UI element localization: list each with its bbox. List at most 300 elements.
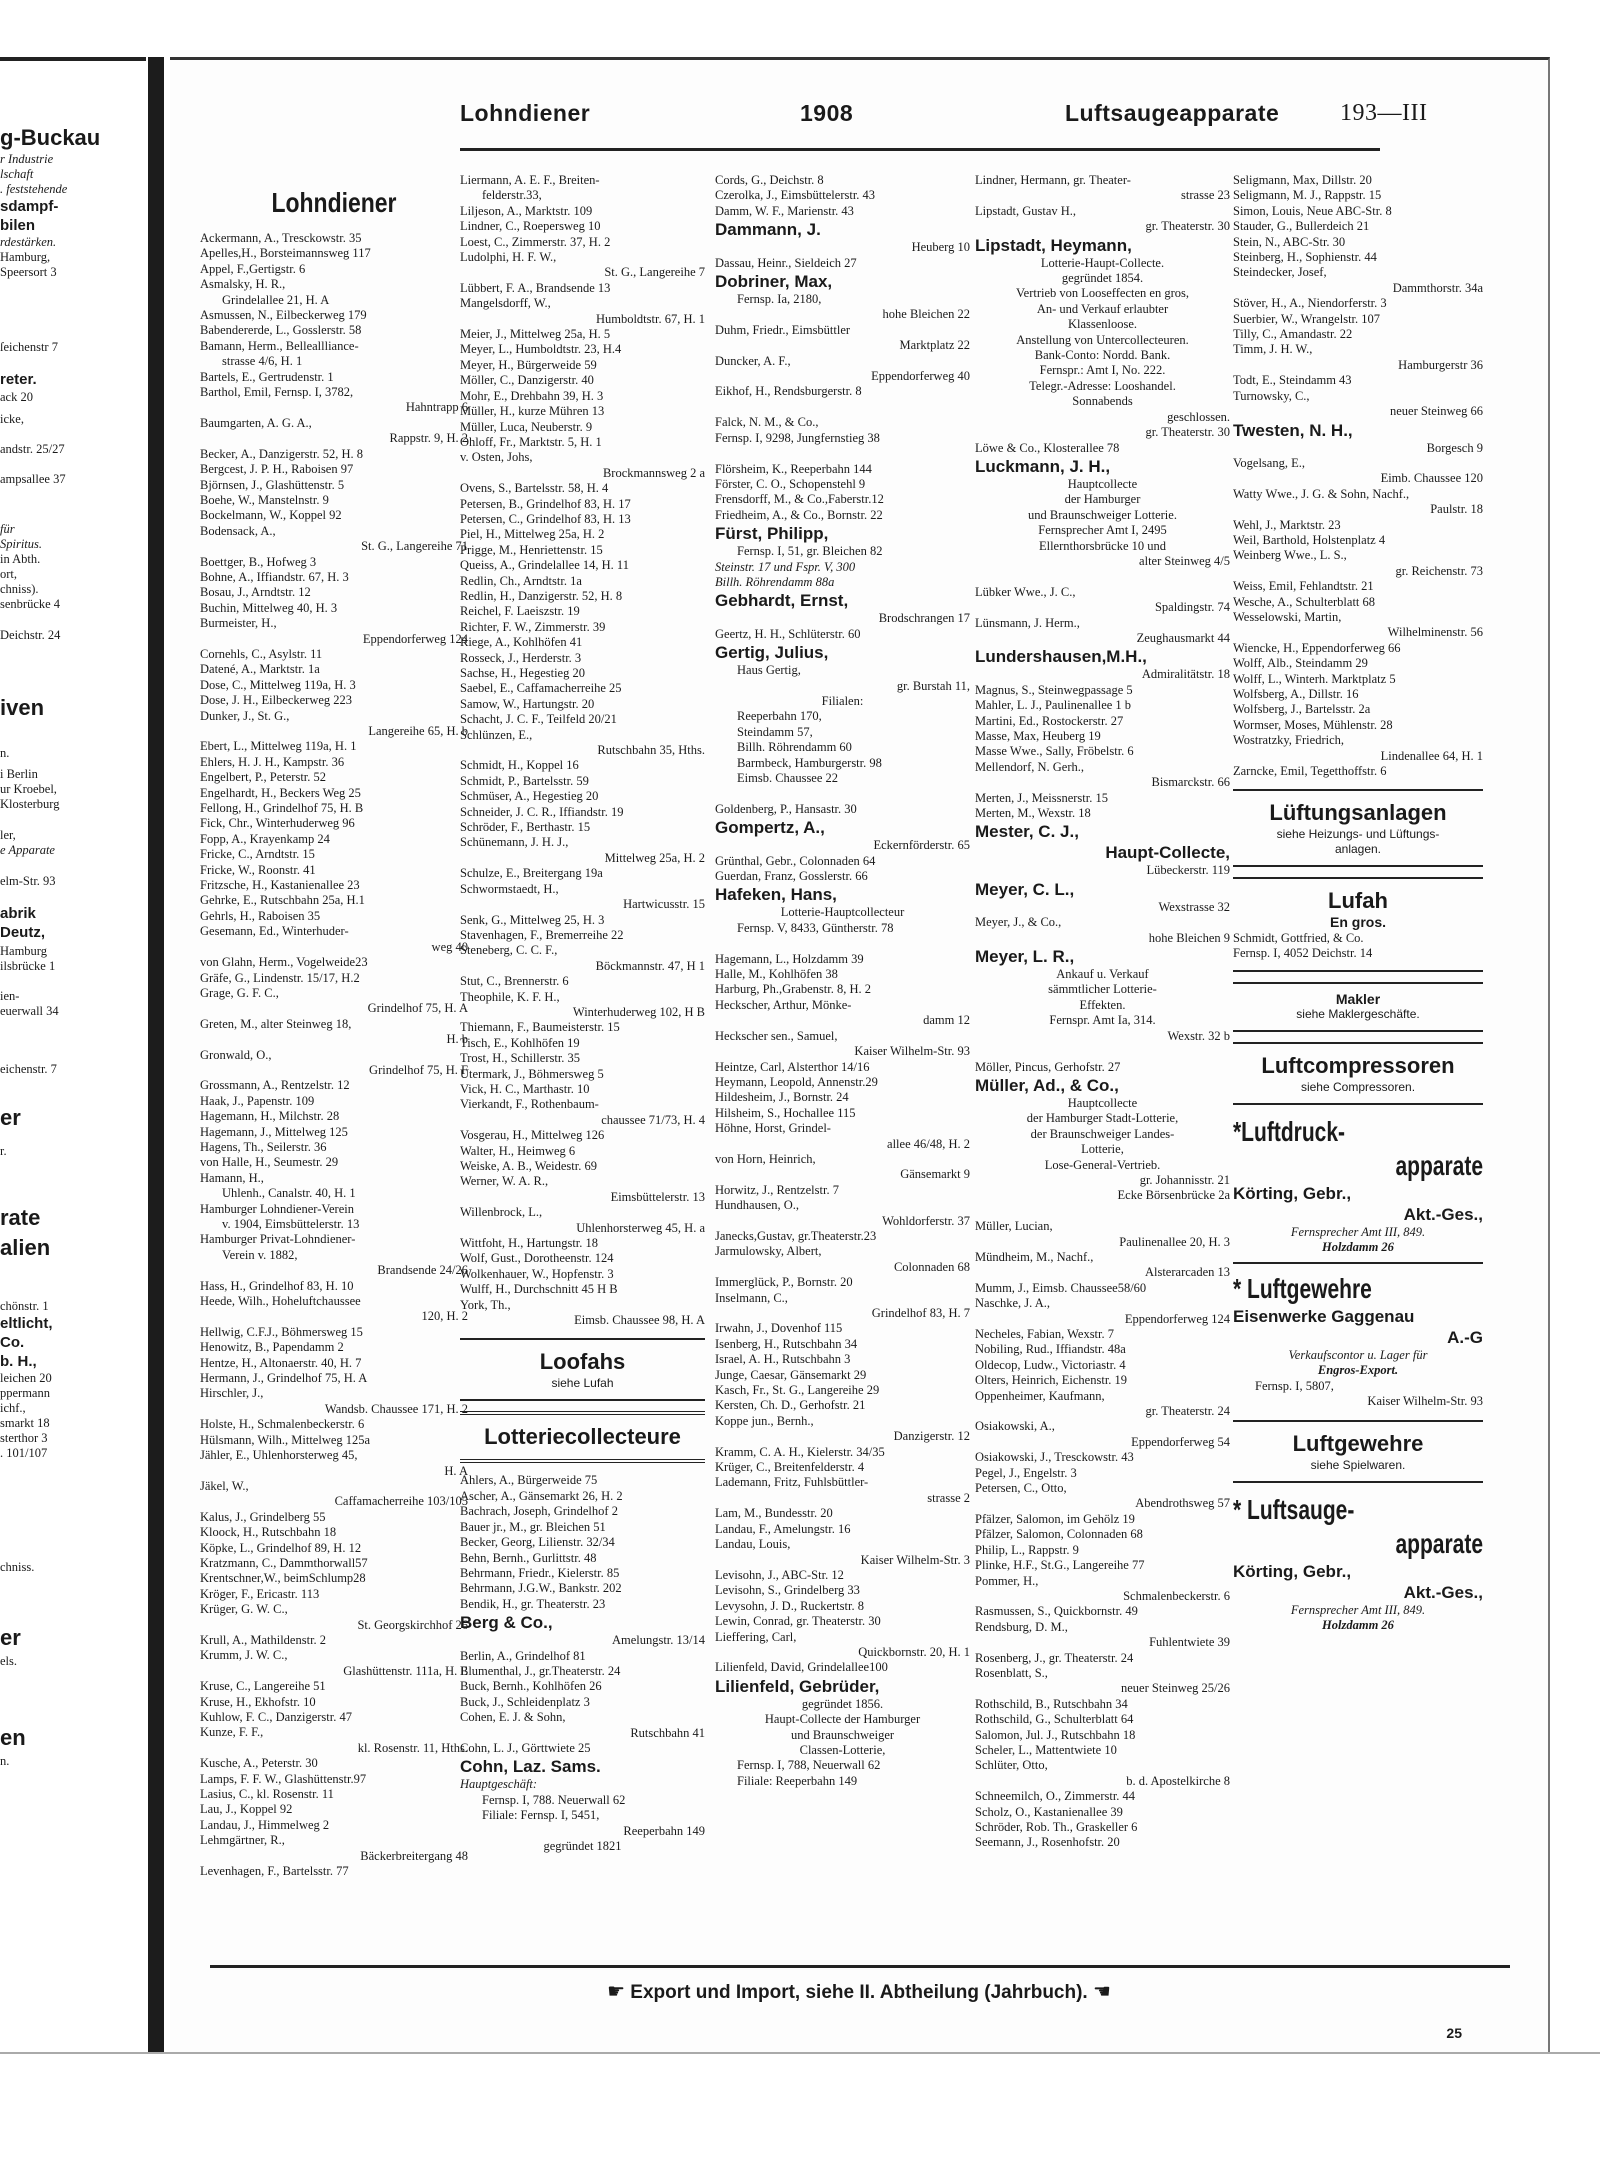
directory-entry: Danzigerstr. 12 xyxy=(893,1429,970,1444)
directory-entry: Levysohn, J. D., Ruckertstr. 8 xyxy=(715,1598,864,1613)
directory-entry: Verein v. 1882, xyxy=(222,1247,298,1262)
directory-entry: H. b xyxy=(446,1032,468,1047)
left-fragment-line xyxy=(0,552,146,568)
fragment-text: smarkt 18 xyxy=(0,1416,50,1430)
directory-entry: Philip, L., Rappstr. 9 xyxy=(975,1542,1079,1557)
directory-entry: Duhm, Friedr., Eimsbüttler xyxy=(715,322,851,337)
directory-entry: Schmüser, A., Hegestieg 20 xyxy=(460,789,599,804)
ad-line: Holzdamm 26 xyxy=(1322,1240,1394,1255)
directory-entry: Oldecop, Ludw., Victoriastr. 4 xyxy=(975,1357,1126,1372)
directory-entry: Vertrieb von Looseffecten en gros, xyxy=(1016,286,1189,301)
directory-entry: Loest, C., Zimmerstr. 37, H. 2 xyxy=(460,234,611,249)
directory-entry: Mahler, L. J., Paulinenallee 1 b xyxy=(975,698,1132,713)
directory-entry: Hauptcollecte xyxy=(1067,1095,1138,1110)
directory-entry: Wolkenhauer, W., Hopfenstr. 3 xyxy=(460,1266,614,1281)
left-fragment-line xyxy=(0,797,146,813)
directory-entry: Landau, J., Himmelweg 2 xyxy=(200,1817,330,1832)
left-fragment-line xyxy=(0,1654,146,1670)
directory-entry: Kruse, C., Langereihe 51 xyxy=(200,1679,326,1694)
ad-headline: * Luftsauge- xyxy=(1233,1493,1355,1525)
left-fragment-line xyxy=(0,1431,146,1447)
box-title: Lüftungsanlagen xyxy=(1269,800,1447,826)
directory-entry: Rothschild, B., Rutschbahn 34 xyxy=(975,1696,1128,1711)
directory-entry: Lasius, C., kl. Rosenstr. 11 xyxy=(200,1787,334,1802)
directory-entry: Boehe, W., Manstelnstr. 9 xyxy=(200,492,329,507)
directory-entry: Schulze, E., Breitergang 19a xyxy=(460,866,603,881)
directory-entry: Wolfsberg, A., Dillstr. 16 xyxy=(1233,687,1359,701)
directory-entry: Ahlers, A., Bürgerweide 75 xyxy=(460,1473,598,1488)
directory-entry: Merten, M., Wexstr. 18 xyxy=(975,806,1091,821)
directory-entry: Barthol, Emil, Fernsp. I, 3782, xyxy=(200,385,354,400)
fragment-text: Deutz, xyxy=(0,924,45,941)
directory-entry: Junge, Caesar, Gänsemarkt 29 xyxy=(715,1367,867,1382)
directory-entry: neuer Steinweg 25/26 xyxy=(1120,1681,1230,1696)
listing-name-bold: Lundershausen,M.H., xyxy=(975,647,1147,667)
directory-entry: Petersen, C., Grindelhof 83, H. 13 xyxy=(460,511,631,526)
directory-entry: Dunker, J., St. G., xyxy=(200,708,290,723)
directory-entry: Hass, H., Grindelhof 83, H. 10 xyxy=(200,1278,354,1293)
directory-entry: Bäckerbreitergang 48 xyxy=(360,1848,468,1863)
directory-entry: Hauptgeschäft: xyxy=(460,1777,538,1792)
directory-entry: Bank-Conto: Nordd. Bank. xyxy=(1034,348,1171,363)
directory-entry: Becker, A., Danzigerstr. 52, H. 8 xyxy=(200,446,364,461)
directory-entry: gegründet 1854. xyxy=(1061,271,1144,286)
listing-name-bold: Berg & Co., xyxy=(460,1613,553,1633)
directory-entry: Schröder, Rob. Th., Graskeller 6 xyxy=(975,1820,1138,1834)
directory-entry: Hülsmann, Wilh., Mittelweg 125a xyxy=(200,1432,371,1447)
left-fragment-line xyxy=(0,989,146,1005)
directory-entry: Stut, C., Brennerstr. 6 xyxy=(460,974,569,989)
directory-entry: Humboldtstr. 67, H. 1 xyxy=(595,311,705,326)
directory-entry: Levisohn, J., ABC-Str. 12 xyxy=(715,1567,844,1582)
left-fragment-line xyxy=(0,1624,146,1652)
fragment-text: sdampf- xyxy=(0,198,59,215)
directory-entry: Cohn, L. J., Görttwiete 25 xyxy=(460,1740,591,1755)
directory-entry: Wostratzky, Friedrich, xyxy=(1233,733,1344,748)
fragment-text: er xyxy=(0,1105,21,1130)
left-fragment-line xyxy=(0,182,146,198)
directory-entry: weg 40 xyxy=(431,939,468,954)
left-fragment-line xyxy=(0,1724,146,1752)
directory-entry: gegründet 1821 xyxy=(543,1839,622,1853)
listing-name-bold: Dobriner, Max, xyxy=(715,272,833,292)
directory-entry: Eikhof, H., Rendsburgerstr. 8 xyxy=(715,384,862,399)
directory-entry: Gehrke, E., Rutschbahn 25a, H.1 xyxy=(200,893,365,908)
directory-entry: Reichel, F. Laeiszstr. 19 xyxy=(460,604,580,619)
directory-entry: Martini, Ed., Rostockerstr. 27 xyxy=(975,713,1124,728)
directory-entry xyxy=(715,786,970,801)
directory-entry: Amelungstr. 13/14 xyxy=(611,1633,705,1648)
left-fragment-line xyxy=(0,1314,146,1333)
fragment-text: eltlicht, xyxy=(0,1315,53,1332)
ad-druck xyxy=(1233,1115,1483,1256)
directory-entry: Classen-Lotterie, xyxy=(799,1742,886,1757)
directory-entry: Behrmann, J.G.W., Bankstr. 202 xyxy=(460,1581,622,1596)
fragment-text: ler, xyxy=(0,828,16,842)
directory-entry: Caffamacherreihe 103/105 xyxy=(334,1494,468,1509)
fragment-text: en xyxy=(0,1725,26,1750)
directory-entry: Olters, Heinrich, Eichenstr. 19 xyxy=(975,1373,1128,1388)
directory-entry: Reeperbahn 170, xyxy=(737,709,822,724)
directory-entry: Kasch, Fr., St. G., Langereihe 29 xyxy=(715,1383,880,1398)
left-fragment-line xyxy=(0,1062,146,1078)
directory-entry: Löwe & Co., Klosterallee 78 xyxy=(975,440,1120,455)
directory-entry: Hahntrapp 6 xyxy=(405,400,468,415)
directory-entry: Müller, H., kurze Mühren 13 xyxy=(460,404,605,419)
left-fragment-line xyxy=(0,1386,146,1402)
fragment-text: icke, xyxy=(0,412,24,426)
directory-entry: Wesselowski, Martin, xyxy=(1233,609,1342,624)
column-4 xyxy=(975,173,1230,1963)
directory-entry: Bartels, E., Gertrudenstr. 1 xyxy=(200,369,334,384)
directory-entry: alter Steinweg 4/5 xyxy=(1139,553,1230,568)
listing-name-bold: Fürst, Philipp, xyxy=(715,524,829,544)
directory-entry: Bockelmann, W., Koppel 92 xyxy=(200,508,342,523)
directory-entry: Schmidt, P., Bartelsstr. 59 xyxy=(460,773,589,788)
directory-entry: Levenhagen, F., Bartelsstr. 77 xyxy=(200,1864,349,1879)
directory-entry: Bachrach, Joseph, Grindelhof 2 xyxy=(460,1504,618,1519)
directory-entry: Telegr.-Adresse: Looshandel. xyxy=(1029,378,1176,393)
directory-entry: Bohne, A., Iffiandstr. 67, H. 3 xyxy=(200,569,349,584)
left-fragment-line xyxy=(0,782,146,798)
directory-entry: Lieffering, Carl, xyxy=(715,1629,797,1644)
directory-entry: Seligmann, Max, Dillstr. 20 xyxy=(1233,173,1372,187)
box-reference: siehe Compressoren. xyxy=(1300,1080,1416,1095)
left-fragment-line xyxy=(0,167,146,183)
directory-entry: St. G., Langereihe 71 xyxy=(361,539,468,554)
directory-entry: Bergcest, J. P. H., Raboisen 97 xyxy=(200,462,354,477)
header-year: 1908 xyxy=(800,100,854,126)
directory-entry: Fernsprecher Amt I, 2495 xyxy=(1038,523,1167,538)
directory-entry: Quickbornstr. 20, H. 1 xyxy=(858,1644,970,1659)
directory-entry: Falck, N. M., & Co., xyxy=(715,415,819,430)
directory-entry: Wandsb. Chaussee 171, H. 2 xyxy=(324,1401,468,1416)
cross-reference-box xyxy=(460,1338,705,1401)
directory-entry: der Hamburger xyxy=(1064,492,1141,507)
fragment-text: i Berlin xyxy=(0,767,38,781)
directory-entry: Schlünzen, E., xyxy=(460,727,533,742)
directory-entry: Spaldingstr. 74 xyxy=(1154,600,1230,615)
directory-entry: Senk, G., Mittelweg 25, H. 3 xyxy=(460,912,605,927)
directory-entry: Admiralitätstr. 18 xyxy=(1141,667,1230,682)
directory-entry: Osiakowski, A., xyxy=(975,1419,1055,1434)
ad-makler xyxy=(1233,982,1483,1032)
directory-entry: Mohr, E., Drehbahn 39, H. 3 xyxy=(460,388,604,403)
left-fragment-line xyxy=(0,1416,146,1432)
directory-entry: Wulff, H., Durchschnitt 45 H B xyxy=(460,1282,618,1297)
directory-entry: Fopp, A., Krayenkamp 24 xyxy=(200,831,330,846)
directory-entry: Lünsmann, J. Herm., xyxy=(975,615,1080,630)
directory-entry: Sonnabends xyxy=(1072,394,1133,409)
directory-entry: Hellwig, C.F.J., Böhmersweg 15 xyxy=(200,1324,363,1339)
cross-reference-box xyxy=(1233,1042,1483,1105)
directory-entry: Billh. Röhrendamm 60 xyxy=(737,740,852,755)
directory-entry: Isenberg, H., Rutschbahn 34 xyxy=(715,1336,858,1351)
directory-entry: Wehl, J., Marktstr. 23 xyxy=(1233,517,1341,532)
left-fragment-line xyxy=(0,412,146,428)
page-gutter xyxy=(148,57,164,2052)
directory-entry: Lamps, F. F. W., Glashüttenstr.97 xyxy=(200,1771,367,1786)
footer-note xyxy=(170,1979,1548,2004)
ad-headline: apparate xyxy=(1395,1150,1483,1182)
directory-entry: Wiencke, H., Eppendorferweg 66 xyxy=(1233,640,1401,655)
directory-entry: Gräfe, G., Lindenstr. 15/17, H.2 xyxy=(200,970,360,985)
directory-entry: An- und Verkauf erlaubter xyxy=(1036,301,1169,316)
ad-line: Fernsp. I, 4052 Deichstr. 14 xyxy=(1233,946,1373,961)
fragment-text: Hamburg xyxy=(0,944,47,958)
directory-entry: Dammthorstr. 34a xyxy=(1392,280,1483,295)
listing-name-bold: Gertig, Julius, xyxy=(715,643,829,663)
directory-entry: Rendsburg, D. M., xyxy=(975,1619,1068,1634)
directory-entry: Datené, A., Marktstr. 1a xyxy=(200,662,320,677)
directory-entry: Richter, F. W., Zimmerstr. 39 xyxy=(460,619,606,634)
fragment-text: r Industrie xyxy=(0,152,54,166)
directory-entry: H. A xyxy=(444,1463,468,1478)
fragment-text: . feststehende xyxy=(0,182,68,196)
directory-entry: Nobiling, Rud., Iffiandstr. 48a xyxy=(975,1342,1126,1357)
left-fragment-line xyxy=(0,694,146,722)
directory-entry: Landau, Louis, xyxy=(715,1537,791,1552)
fragment-text: rdestärken. xyxy=(0,235,57,249)
directory-entry: Walter, H., Heimweg 6 xyxy=(460,1143,576,1158)
fragment-text: ſeichenstr 7 xyxy=(0,340,58,354)
cross-reference-box xyxy=(460,1411,705,1463)
directory-entry: Grindelhof 83, H. 7 xyxy=(871,1306,970,1320)
directory-entry: Frensdorff, M., & Co.,Faberstr.12 xyxy=(715,492,884,507)
directory-entry: gr. Johannisstr. 21 xyxy=(1139,1172,1230,1187)
directory-entry: Weiss, Emil, Fehlandtstr. 21 xyxy=(1233,579,1374,594)
fragment-text: b. H., xyxy=(0,1353,37,1370)
directory-entry: Wilhelminenstr. 56 xyxy=(1387,625,1483,640)
directory-entry: Paulinenallee 20, H. 3 xyxy=(1119,1234,1230,1249)
fragment-text: ort, xyxy=(0,567,18,581)
directory-entry: Ovens, S., Bartelsstr. 58, H. 4 xyxy=(460,481,609,496)
fragment-text: leichen 20 xyxy=(0,1371,52,1385)
ad-subtitle: En gros. xyxy=(1329,914,1386,931)
left-fragment-line xyxy=(0,828,146,844)
header-left-title: Lohndiener xyxy=(460,100,591,126)
left-fragment-line xyxy=(0,1401,146,1417)
directory-entry: Necheles, Fabian, Wexstr. 7 xyxy=(975,1327,1115,1341)
directory-entry: Seligmann, M. J., Rappstr. 15 xyxy=(1233,188,1382,203)
cross-reference-box xyxy=(1233,789,1483,867)
left-fragment-line xyxy=(0,1144,146,1160)
directory-entry: und Braunschweiger Lotterie. xyxy=(1028,507,1177,522)
directory-entry: Schmidt, H., Koppel 16 xyxy=(460,758,579,773)
directory-entry: Dassau, Heinr., Sieldeich 27 xyxy=(715,255,857,270)
fragment-text: senbrücke 4 xyxy=(0,597,61,611)
directory-entry: Fick, Chr., Winterhuderweg 96 xyxy=(200,816,355,831)
directory-entry: Ankauf u. Verkauf xyxy=(1056,967,1149,982)
left-fragment-line xyxy=(0,472,146,488)
listing-name-bold: Mester, C. J., xyxy=(975,822,1079,842)
directory-entry: Timm, J. H. W., xyxy=(1233,342,1313,357)
directory-entry: gr. Reichenstr. 73 xyxy=(1395,563,1483,578)
directory-entry: Fritzsche, H., Kastanienallee 23 xyxy=(200,878,360,893)
left-fragment-line xyxy=(0,197,146,216)
left-fragment-line xyxy=(0,216,146,235)
ad-line: Schmidt, Gottfried, & Co. xyxy=(1233,930,1364,945)
directory-entry: v. 1904, Eimsbüttelerstr. 13 xyxy=(222,1217,360,1231)
directory-entry: Reeperbahn 149 xyxy=(623,1823,705,1838)
directory-entry: Kaiser Wilhelm-Str. 93 xyxy=(854,1044,970,1059)
directory-entry xyxy=(715,400,970,415)
directory-entry: Hilsheim, S., Hochallee 115 xyxy=(715,1105,856,1120)
directory-entry: Steinstr. 17 und Fspr. V, 300 xyxy=(715,559,856,574)
directory-entry: Ebert, L., Mittelweg 119a, H. 1 xyxy=(200,739,357,754)
directory-entry: York, Th., xyxy=(460,1297,511,1312)
directory-entry: Bismarckstr. 66 xyxy=(1151,775,1230,790)
fragment-text: bilen xyxy=(0,217,36,234)
directory-entry: 120, H. 2 xyxy=(421,1309,468,1324)
page-number: 25 xyxy=(1446,2025,1462,2041)
left-fragment-line xyxy=(0,1299,146,1315)
directory-entry: Krentschner,W., beimSchlump28 xyxy=(200,1571,366,1586)
directory-entry: Brandsende 24/26 xyxy=(377,1263,468,1278)
directory-entry: Grindelhof 75, H. A xyxy=(367,1001,468,1016)
directory-entry: Piel, H., Mittelweg 25a, H. 2 xyxy=(460,527,605,542)
directory-entry: Scheler, L., Mattentwiete 10 xyxy=(975,1742,1117,1757)
directory-entry: Petersen, C., Otto, xyxy=(975,1481,1067,1496)
directory-entry: Rosenblatt, S., xyxy=(975,1665,1048,1680)
directory-entry: Lilienfeld, David, Grindelallee100 xyxy=(715,1660,888,1675)
directory-entry: Masse, Max, Heuberg 19 xyxy=(975,729,1101,743)
directory-entry: Turnowsky, C., xyxy=(1233,388,1310,403)
directory-entry: Uhlenh., Canalstr. 40, H. 1 xyxy=(222,1186,356,1201)
directory-entry: Ecke Börsenbrücke 2a xyxy=(1117,1188,1230,1203)
ad-line: Engros-Export. xyxy=(1317,1363,1399,1378)
directory-entry: Heede, Wilh., Hoheluftchaussee xyxy=(200,1294,361,1309)
directory-entry: Steindamm 57, xyxy=(737,724,813,739)
directory-entry: Friedheim, A., & Co., Bornstr. 22 xyxy=(715,507,883,522)
directory-entry: Buchin, Mittelweg 40, H. 3 xyxy=(200,600,338,615)
directory-entry: Krüger, G. W. C., xyxy=(200,1602,288,1617)
directory-entry: hohe Bleichen 9 xyxy=(1148,930,1230,945)
directory-entry: Kruse, H., Ekhofstr. 10 xyxy=(200,1694,316,1709)
directory-entry: Heymann, Leopold, Annenstr.29 xyxy=(715,1074,878,1089)
directory-entry: Hamann, H., xyxy=(200,1170,264,1185)
directory-entry: Masse Wwe., Sally, Fröbelstr. 6 xyxy=(975,744,1134,759)
directory-entry: Immerglück, P., Bornstr. 20 xyxy=(715,1275,853,1290)
directory-entry: Rosseck, J., Herderstr. 3 xyxy=(460,650,582,665)
listing-name-bold: Gompertz, A., xyxy=(715,818,825,838)
fragment-text: eichenstr. 7 xyxy=(0,1062,57,1076)
ad-headline: apparate xyxy=(1395,1527,1483,1559)
directory-page xyxy=(170,57,1550,2055)
left-fragment-line xyxy=(0,235,146,251)
directory-entry: Weinberg Wwe., L. S., xyxy=(1233,548,1347,563)
directory-entry: Mumm, J., Eimsb. Chaussee58/60 xyxy=(975,1280,1147,1295)
directory-entry: Greten, M., alter Steinweg 18, xyxy=(200,1016,352,1031)
directory-entry: Janecks,Gustav, gr.Theaterstr.23 xyxy=(715,1228,877,1243)
directory-entry: Duncker, A. F., xyxy=(715,353,791,368)
directory-entry: gr. Theaterstr. 30 xyxy=(1145,425,1230,440)
directory-entry: Steindecker, Josef, xyxy=(1233,265,1327,280)
directory-entry xyxy=(715,936,970,951)
directory-entry: Engelhardt, H., Beckers Weg 25 xyxy=(200,785,361,800)
directory-entry: Koppe jun., Bernh., xyxy=(715,1413,814,1428)
directory-entry: Borgesch 9 xyxy=(1426,440,1483,455)
directory-entry: Kloock, H., Rutschbahn 18 xyxy=(200,1525,337,1540)
directory-entry: Fernsp. I, 51, gr. Bleichen 82 xyxy=(737,544,883,559)
directory-entry: Fellong, H., Grindelhof 75, H. B xyxy=(200,801,364,816)
directory-entry: Bendik, H., gr. Theaterstr. 23 xyxy=(460,1596,606,1611)
directory-entry: Eppendorferweg 40 xyxy=(871,369,970,384)
directory-entry: Lotterie-Haupt-Collecte. xyxy=(1040,255,1165,270)
directory-entry: Ackermann, A., Tresckowstr. 35 xyxy=(200,231,362,245)
directory-entry: Hagemann, L., Holzdamm 39 xyxy=(715,951,864,966)
directory-entry: St. Georgskirchhof 26 xyxy=(357,1617,468,1632)
directory-entry: Pfälzer, Salomon, Colonnaden 68 xyxy=(975,1527,1143,1542)
directory-entry: Uhlenhorsterweg 45, H. a xyxy=(576,1220,705,1235)
directory-entry: Fernsp. Ia, 2180, xyxy=(737,292,822,307)
box-reference: siehe Heizungs- und Lüftungs- xyxy=(1276,827,1440,842)
directory-entry: von Halle, H., Seumestr. 29 xyxy=(200,1155,339,1170)
directory-entry: Ellernthorsbrücke 10 und xyxy=(1038,538,1167,553)
fragment-text: g-Buckau xyxy=(0,125,101,150)
listing-name-bold: Lilienfeld, Gebrüder, xyxy=(715,1676,880,1696)
directory-entry: Filialen: xyxy=(821,693,864,708)
directory-entry: Müller, Lucian, xyxy=(975,1219,1053,1234)
directory-entry: Watty Wwe., J. G. & Sohn, Nachf., xyxy=(1233,486,1410,501)
ad-line: Verkaufscontor u. Lager für xyxy=(1288,1347,1428,1362)
fragment-text: elm-Str. 93 xyxy=(0,874,56,888)
fragment-text: euerwall 34 xyxy=(0,1004,59,1018)
directory-entry xyxy=(715,446,970,461)
fragment-text: ampsallee 37 xyxy=(0,472,66,486)
fragment-text: sterthor 3 xyxy=(0,1431,48,1445)
page-footer xyxy=(170,1965,1548,2045)
directory-entry: Dose, C., Mittelweg 119a, H. 3 xyxy=(200,677,356,692)
directory-entry: Lotterie, xyxy=(1081,1142,1124,1157)
box-reference: anlagen. xyxy=(1334,842,1382,857)
directory-entry: Petersen, B., Grindelhof 83, H. 17 xyxy=(460,496,631,511)
directory-entry: Ludolphi, H. F. W., xyxy=(460,250,557,265)
directory-entry: gr. Theaterstr. 24 xyxy=(1145,1404,1230,1419)
directory-entry: gr. Theaterstr. 30 xyxy=(1145,219,1230,234)
fragment-text: ur Kroebel, xyxy=(0,782,57,796)
directory-entry: Jarmulowsky, Albert, xyxy=(715,1244,822,1259)
directory-entry: Hauptcollecte xyxy=(1067,476,1138,491)
header-page-reference: 193—III xyxy=(1340,100,1428,126)
directory-entry: Eppendorferweg 54 xyxy=(1131,1434,1230,1449)
directory-entry: Eppendorferweg 124 xyxy=(362,631,468,646)
directory-entry: und Braunschweiger xyxy=(790,1727,895,1742)
directory-entry: Vierkandt, F., Rothenbaum- xyxy=(460,1097,599,1112)
directory-entry: strasse 23 xyxy=(1181,188,1230,203)
directory-entry: Grünthal, Gebr., Colonnaden 64 xyxy=(715,853,876,868)
directory-entry: Kramm, C. A. H., Kielerstr. 34/35 xyxy=(715,1444,885,1459)
directory-entry: Grindelallee 21, H. A xyxy=(222,292,330,307)
directory-entry: Stein, N., ABC-Str. 30 xyxy=(1233,234,1346,249)
fragment-text: iven xyxy=(0,695,45,720)
left-fragment-line xyxy=(0,874,146,890)
directory-entry: Prigge, M., Henriettenstr. 15 xyxy=(460,542,603,557)
directory-entry: Hamburgerstr 36 xyxy=(1398,357,1483,372)
directory-entry: Behrmann, Friedr., Kielerstr. 85 xyxy=(460,1565,620,1580)
directory-entry: Kaiser Wilhelm-Str. 3 xyxy=(860,1552,970,1567)
directory-entry: Gesemann, Ed., Winterhuder- xyxy=(200,924,349,939)
left-fragment-line xyxy=(0,442,146,458)
directory-entry: Behn, Bernh., Gurlittstr. 48 xyxy=(460,1550,597,1565)
directory-entry: Willenbrock, L., xyxy=(460,1205,543,1220)
directory-entry: Brodschrangen 17 xyxy=(878,611,970,626)
directory-entry: Böckmannstr. 47, H 1 xyxy=(595,958,705,973)
footer-rule xyxy=(210,1965,1510,1968)
directory-entry: Colonnaden 68 xyxy=(893,1259,970,1274)
directory-entry: Lindner, Hermann, gr. Theater- xyxy=(975,173,1131,187)
directory-entry: Haak, J., Papenstr. 109 xyxy=(200,1093,315,1108)
